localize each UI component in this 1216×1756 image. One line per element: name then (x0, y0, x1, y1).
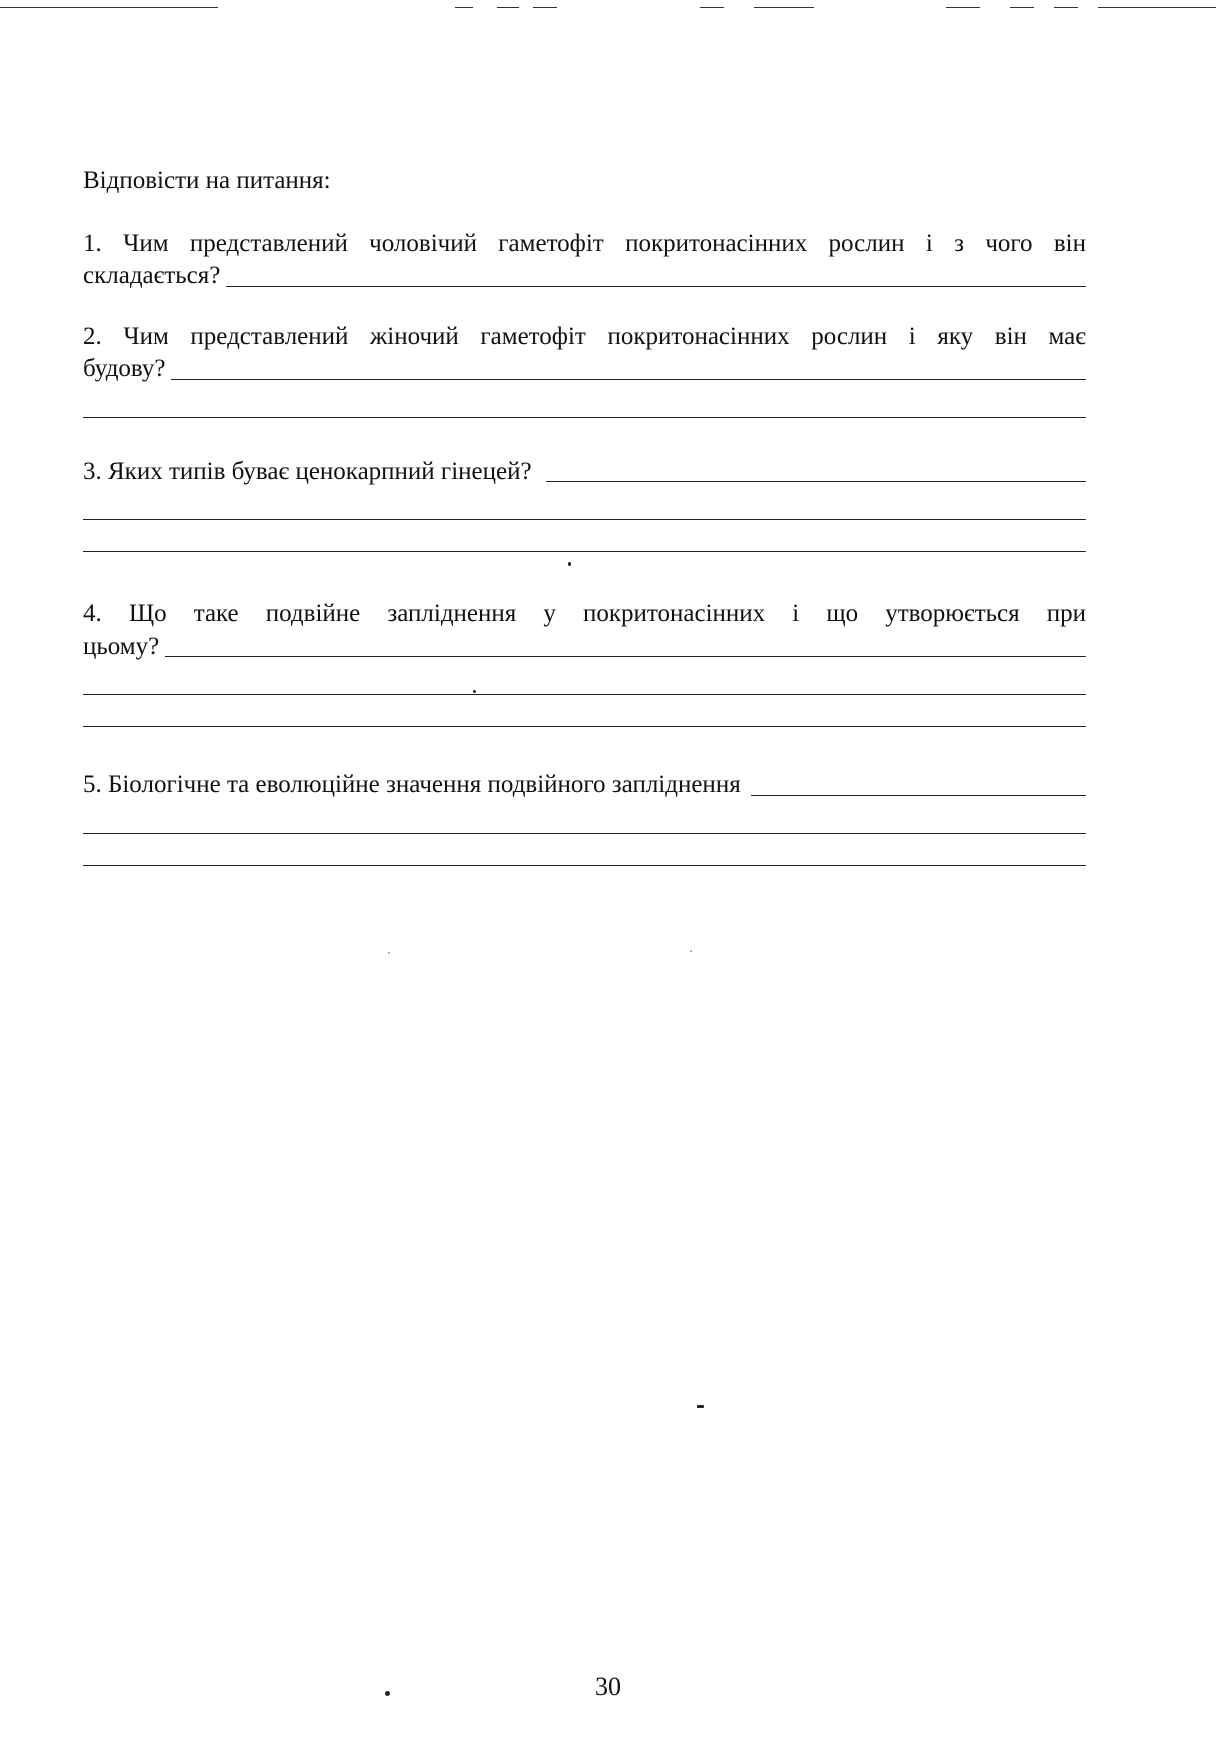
question-5 (83, 769, 1086, 866)
question-5-answer-row[interactable] (83, 769, 1086, 802)
answer-line[interactable] (83, 488, 1086, 520)
question-1-text-first: 1. Чим представлений чоловічий гаметофіт покритонасінних рослин і з чого він (83, 229, 1086, 257)
scan-speck (568, 562, 571, 566)
question-2 (83, 321, 1086, 418)
question-4-text-last: цьому? (83, 632, 160, 660)
question-4-text-first: 4. Що таке подвійне запліднення у покритонасінних і що утворюється при (83, 600, 1086, 627)
question-3 (83, 456, 1086, 553)
answer-line[interactable] (83, 834, 1086, 866)
scan-artifact-top-lines (0, 7, 1216, 11)
instruction-heading: Відповісти на питання: (83, 167, 331, 194)
question-2-text-last: будову? (83, 355, 166, 382)
page-number: 30 (595, 1672, 621, 1701)
question-1-answer-row[interactable] (83, 260, 1086, 293)
question-2-answer-row[interactable] (83, 353, 1086, 386)
answer-line[interactable] (226, 285, 1086, 287)
answer-line[interactable] (751, 794, 1086, 796)
question-4 (83, 598, 1086, 727)
answer-line[interactable] (83, 520, 1086, 552)
answer-line[interactable] (171, 378, 1086, 380)
answer-line[interactable] (546, 480, 1086, 482)
question-3-text: 3. Яких типів буває ценокарпний гінецей? (83, 457, 532, 485)
question-1-text-last: складається? (83, 262, 221, 289)
answer-line[interactable] (165, 655, 1086, 657)
question-5-text: 5. Біологічне та еволюційне значення подвійного запліднення (83, 771, 741, 798)
answer-line[interactable] (83, 695, 1086, 727)
question-4-answer-row[interactable] (83, 631, 1086, 664)
answer-line[interactable] (83, 663, 1086, 695)
question-2-text-first: 2. Чим представлений жіночий гаметофіт покритонасінних рослин і яку він має (83, 322, 1086, 350)
scan-speck (697, 1405, 704, 1408)
question-3-answer-row[interactable] (83, 456, 1086, 489)
scan-speck (473, 690, 476, 693)
answer-line[interactable] (83, 802, 1086, 834)
question-1 (83, 228, 1086, 293)
worksheet-content (83, 165, 1086, 866)
scan-speck (385, 1691, 390, 1696)
scan-speck (690, 950, 692, 952)
scan-speck (388, 952, 390, 954)
answer-line[interactable] (83, 386, 1086, 418)
